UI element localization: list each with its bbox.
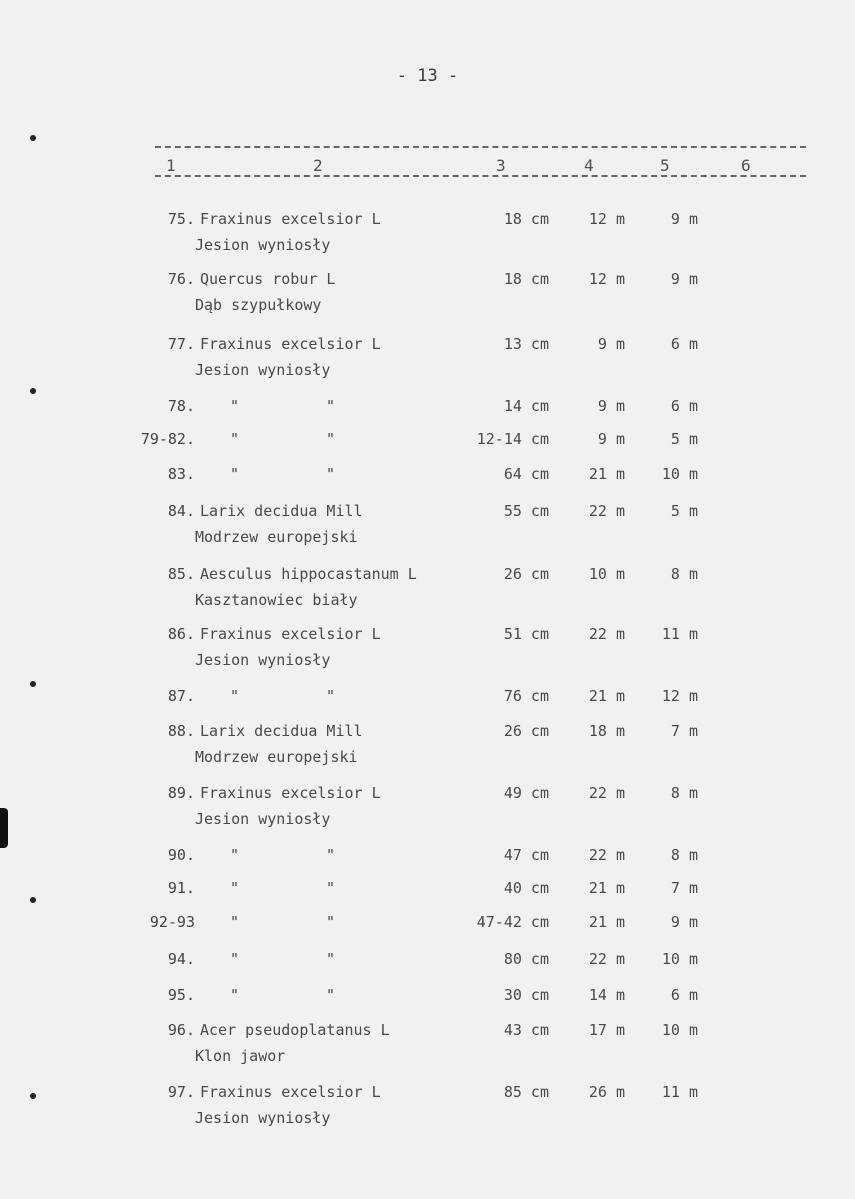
tree-height: 22 m — [588, 502, 625, 520]
table-row — [0, 1021, 855, 1073]
trunk-circumference: 80 cm — [503, 950, 549, 968]
table-row — [0, 210, 855, 262]
trunk-circumference: 13 cm — [503, 335, 549, 353]
margin-punch-mark — [30, 1093, 36, 1099]
column-number-1: 1 — [166, 156, 176, 175]
entry-number: 78. — [167, 397, 195, 415]
polish-name: Jesion wyniosły — [195, 361, 331, 379]
crown-width: 9 m — [670, 210, 698, 228]
crown-width: 12 m — [661, 687, 698, 705]
ditto-mark: " — [326, 986, 336, 1004]
latin-name: Fraxinus excelsior L — [200, 1083, 381, 1101]
tree-height: 17 m — [588, 1021, 625, 1039]
tree-height: 21 m — [588, 465, 625, 483]
crown-width: 9 m — [670, 913, 698, 931]
tree-height: 9 m — [597, 335, 625, 353]
trunk-circumference: 47-42 cm — [476, 913, 549, 931]
latin-name: Aesculus hippocastanum L — [200, 565, 417, 583]
tree-height: 18 m — [588, 722, 625, 740]
trunk-circumference: 18 cm — [503, 270, 549, 288]
polish-name: Jesion wyniosły — [195, 810, 331, 828]
entry-number: 84. — [167, 502, 195, 520]
tree-height: 21 m — [588, 879, 625, 897]
ditto-mark: " — [326, 879, 336, 897]
entry-number: 96. — [167, 1021, 195, 1039]
entry-number: 91. — [167, 879, 195, 897]
ditto-mark: " — [326, 950, 336, 968]
entry-number: 83. — [167, 465, 195, 483]
entry-number: 97. — [167, 1083, 195, 1101]
entry-number: 86. — [167, 625, 195, 643]
ditto-mark: " — [326, 846, 336, 864]
trunk-circumference: 64 cm — [503, 465, 549, 483]
tree-height: 9 m — [597, 397, 625, 415]
ditto-mark: " — [230, 879, 240, 897]
tree-height: 9 m — [597, 430, 625, 448]
column-number-3: 3 — [496, 156, 506, 175]
trunk-circumference: 47 cm — [503, 846, 549, 864]
column-number-6: 6 — [741, 156, 751, 175]
table-row — [0, 625, 855, 677]
ditto-mark: " — [230, 465, 240, 483]
margin-punch-mark — [30, 388, 36, 394]
trunk-circumference: 14 cm — [503, 397, 549, 415]
tree-height: 21 m — [588, 687, 625, 705]
table-row — [0, 270, 855, 322]
ditto-mark: " — [230, 397, 240, 415]
tree-height: 12 m — [588, 270, 625, 288]
crown-width: 6 m — [670, 986, 698, 1004]
tree-height: 26 m — [588, 1083, 625, 1101]
column-number-4: 4 — [584, 156, 594, 175]
crown-width: 11 m — [661, 1083, 698, 1101]
crown-width: 8 m — [670, 846, 698, 864]
trunk-circumference: 30 cm — [503, 986, 549, 1004]
entry-number: 92-93 — [149, 913, 195, 931]
ditto-mark: " — [326, 913, 336, 931]
ditto-mark: " — [230, 846, 240, 864]
ditto-mark: " — [326, 430, 336, 448]
polish-name: Jesion wyniosły — [195, 236, 331, 254]
crown-width: 9 m — [670, 270, 698, 288]
latin-name: Fraxinus excelsior L — [200, 210, 381, 228]
crown-width: 5 m — [670, 430, 698, 448]
crown-width: 7 m — [670, 722, 698, 740]
entry-number: 94. — [167, 950, 195, 968]
crown-width: 10 m — [661, 1021, 698, 1039]
trunk-circumference: 55 cm — [503, 502, 549, 520]
trunk-circumference: 51 cm — [503, 625, 549, 643]
margin-punch-mark — [30, 681, 36, 687]
latin-name: Larix decidua Mill — [200, 502, 363, 520]
ditto-mark: " — [326, 397, 336, 415]
table-row — [0, 1083, 855, 1135]
column-number-5: 5 — [660, 156, 670, 175]
ditto-mark: " — [326, 687, 336, 705]
trunk-circumference: 85 cm — [503, 1083, 549, 1101]
polish-name: Jesion wyniosły — [195, 1109, 331, 1127]
tree-height: 22 m — [588, 784, 625, 802]
entry-number: 76. — [167, 270, 195, 288]
tree-height: 22 m — [588, 950, 625, 968]
tree-height: 22 m — [588, 846, 625, 864]
table-header-rule — [155, 175, 806, 177]
scan-edge-mark — [0, 808, 8, 848]
tree-height: 10 m — [588, 565, 625, 583]
page-number: - 13 - — [396, 66, 459, 86]
ditto-mark: " — [326, 465, 336, 483]
table-top-rule — [155, 146, 806, 148]
trunk-circumference: 40 cm — [503, 879, 549, 897]
table-row — [0, 335, 855, 387]
table-row — [0, 502, 855, 554]
trunk-circumference: 12-14 cm — [476, 430, 549, 448]
crown-width: 11 m — [661, 625, 698, 643]
trunk-circumference: 26 cm — [503, 565, 549, 583]
ditto-mark: " — [230, 950, 240, 968]
polish-name: Modrzew europejski — [195, 528, 358, 546]
entry-number: 90. — [167, 846, 195, 864]
column-number-2: 2 — [313, 156, 323, 175]
ditto-mark: " — [230, 986, 240, 1004]
tree-height: 14 m — [588, 986, 625, 1004]
polish-name: Modrzew europejski — [195, 748, 358, 766]
trunk-circumference: 26 cm — [503, 722, 549, 740]
table-row — [0, 722, 855, 774]
trunk-circumference: 76 cm — [503, 687, 549, 705]
entry-number: 85. — [167, 565, 195, 583]
entry-number: 88. — [167, 722, 195, 740]
trunk-circumference: 49 cm — [503, 784, 549, 802]
ditto-mark: " — [230, 687, 240, 705]
crown-width: 8 m — [670, 565, 698, 583]
crown-width: 6 m — [670, 335, 698, 353]
margin-punch-mark — [30, 135, 36, 141]
entry-number: 77. — [167, 335, 195, 353]
trunk-circumference: 43 cm — [503, 1021, 549, 1039]
latin-name: Larix decidua Mill — [200, 722, 363, 740]
entry-number: 87. — [167, 687, 195, 705]
entry-number: 75. — [167, 210, 195, 228]
table-row — [0, 784, 855, 836]
latin-name: Fraxinus excelsior L — [200, 784, 381, 802]
polish-name: Jesion wyniosły — [195, 651, 331, 669]
ditto-mark: " — [230, 430, 240, 448]
margin-punch-mark — [30, 897, 36, 903]
latin-name: Fraxinus excelsior L — [200, 625, 381, 643]
crown-width: 5 m — [670, 502, 698, 520]
entry-number: 95. — [167, 986, 195, 1004]
entry-number: 89. — [167, 784, 195, 802]
ditto-mark: " — [230, 913, 240, 931]
polish-name: Kasztanowiec biały — [195, 591, 358, 609]
crown-width: 7 m — [670, 879, 698, 897]
latin-name: Quercus robur L — [200, 270, 336, 288]
latin-name: Acer pseudoplatanus L — [200, 1021, 390, 1039]
crown-width: 6 m — [670, 397, 698, 415]
polish-name: Klon jawor — [195, 1047, 286, 1065]
entry-number: 79-82. — [140, 430, 195, 448]
tree-height: 22 m — [588, 625, 625, 643]
table-row — [0, 565, 855, 617]
trunk-circumference: 18 cm — [503, 210, 549, 228]
tree-height: 12 m — [588, 210, 625, 228]
latin-name: Fraxinus excelsior L — [200, 335, 381, 353]
crown-width: 8 m — [670, 784, 698, 802]
crown-width: 10 m — [661, 950, 698, 968]
crown-width: 10 m — [661, 465, 698, 483]
tree-height: 21 m — [588, 913, 625, 931]
polish-name: Dąb szypułkowy — [195, 296, 322, 314]
